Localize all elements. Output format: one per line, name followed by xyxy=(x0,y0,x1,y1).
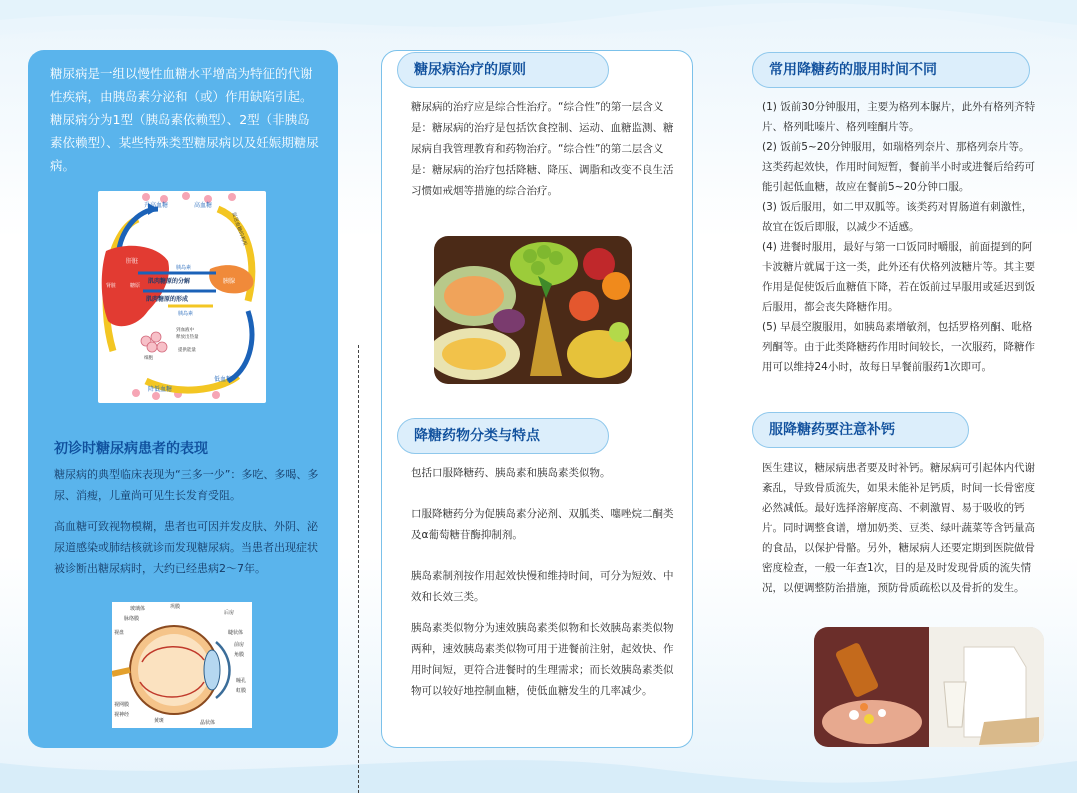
left-panel xyxy=(28,50,338,748)
fruit-photo xyxy=(434,236,632,384)
eye-label-vitreous: 玻璃体 xyxy=(130,606,146,612)
eye-label-choroid: 脉络膜 xyxy=(124,616,140,622)
label-promote: 促进血糖的利用 xyxy=(230,211,248,247)
label-reduce: 释放出热量 xyxy=(176,335,199,340)
eye-label-macula: 黄斑 xyxy=(154,718,165,724)
treatment-principles-text xyxy=(411,97,675,214)
medication-timing-heading: 常用降糖药的服用时间不同 xyxy=(752,52,1030,88)
medication-timing-list xyxy=(762,97,1040,377)
label-form: 肌肉糖原的形成 xyxy=(146,296,189,303)
label-glycogen: 糖原 xyxy=(130,283,141,289)
treatment-principles-heading: 糖尿病治疗的原则 xyxy=(397,52,609,88)
eye-label-ciliary: 睫状体 xyxy=(228,630,244,636)
timing-item-2: (2) 饭前5~20分钟服用，如瑞格列奈片、那格列奈片等。这类药起效快，作用时间短暂，餐前半小时或进餐后给药可能引起低血糖，故应在餐前5~20分钟口服。 xyxy=(762,141,1035,193)
timing-item-5: (5) 早晨空腹服用，如胰岛素增敏剂，包括罗格列酮、吡格列酮等。由于此类降糖药作用时间较长，一次服药，降糖作用可以维持24小时，故每日早餐前服药1次即可。 xyxy=(762,321,1035,373)
timing-item-1: (1) 饭前30分钟服用，主要为格列本脲片，此外有格列齐特片、格列吡嗪片、格列喹酮片等。 xyxy=(762,101,1036,133)
eye-label-retina: 视网膜 xyxy=(114,702,130,708)
drug-paragraph-1: 包括口服降糖药、胰岛素和胰岛素类似物。 xyxy=(411,467,611,479)
treatment-paragraph: 糖尿病的治疗应是综合性治疗。“综合性”的第一层含义是：糖尿病的治疗是包括饮食控制、运动、血糖监测、糖尿病自我管理教育和药物治疗。“综合性”的第二层含义是：糖尿病的治疗包括降糖、降压、调脂和改变不良生活习惯如戒烟等措施的综合治疗。 xyxy=(411,101,674,197)
label-cell: 细胞 xyxy=(144,356,153,361)
fold-line xyxy=(358,345,359,793)
label-liver: 肝脏 xyxy=(126,258,139,265)
calcium-paragraph: 医生建议，糖尿病患者要及时补钙。糖尿病可引起体内代谢紊乱，导致骨质流失，如果未能补足钙质，时间一长骨密度必然减低。最好选择溶解度高、不刺激胃、易于吸收的钙片。同时调整食谱，增加奶类、豆类、绿叶蔬菜等含钙量高的食品，以保护骨骼。另外，糖尿病人还要定期到医院做骨密度检查，一般一年查1次，目的是及时发现骨质的流失情况，以便调整防治措施，预防骨质疏松以及骨折的发生。 xyxy=(762,462,1035,594)
eye-label-cornea: 角膜 xyxy=(234,652,245,658)
eye-label-pupil: 瞳孔 xyxy=(236,678,247,684)
label-kidney: 肾脏 xyxy=(106,283,117,289)
label-low-sugar: 降低血糖 xyxy=(148,386,173,393)
drug-classification-text xyxy=(411,463,675,714)
eye-label-back: 后房 xyxy=(224,610,235,616)
label-insulin: 胰岛素 xyxy=(178,311,194,317)
calcium-heading: 服降糖药要注意补钙 xyxy=(752,412,969,448)
symptoms-paragraph-2: 高血糖可致视物模糊，患者也可因并发皮肤、外阴、泌尿道感染或肺结核就诊而发现糖尿病。当患者出现症状被诊断出糖尿病时，大约已经患病2～7年。 xyxy=(54,520,318,575)
drug-paragraph-4: 胰岛素类似物分为速效胰岛素类似物和长效胰岛素类似物两种，速效胰岛素类似物可用于进餐前注射，起效快、作用时间短，更符合进餐时的生理需求；而长效胰岛素类似物可以较好地控制血糖，使低血糖发生的几率减少。 xyxy=(411,622,674,697)
label-insulin-top: 胰岛素 xyxy=(176,265,192,271)
calcium-text xyxy=(762,458,1040,598)
symptoms-paragraph-1: 糖尿病的典型临床表现为“三多一少”：多吃、多喝、多尿、消瘦，儿童尚可见生长发育受阻。 xyxy=(54,468,319,502)
medicine-and-milk-photo xyxy=(814,627,1044,747)
timing-item-4: (4) 进餐时服用，最好与第一口饭同时嚼服，前面提到的阿卡波糖片就属于这一类，此外还有伏格列波糖片等。其主要作用是促使饭后血糖值下降，若在饭前过早服用或延迟到饭后服用，都会丧失降糖作用。 xyxy=(762,241,1035,313)
eye-label-hole: 前房 xyxy=(234,642,245,648)
eye-label-nerve: 视神经 xyxy=(114,712,130,718)
intro-text: 糖尿病是一组以慢性血糖水平增高为特征的代谢性疾病，由胰岛素分泌和（或）作用缺陷引起。糖尿病分为1型（胰岛素依赖型）、2型（非胰岛素依赖型）、某些特殊类型糖尿病以及妊娠期糖尿病。 xyxy=(50,66,319,173)
label-to-blood: 到血液中 xyxy=(176,328,194,333)
label-low-sugar-right: 低血糖 xyxy=(214,376,233,383)
drug-paragraph-2: 口服降糖药分为促胰岛素分泌剂、双胍类、噻唑烷二酮类及α葡萄糖苷酶抑制剂。 xyxy=(411,508,674,541)
label-high-sugar: 高血糖 xyxy=(194,202,213,209)
timing-item-3: (3) 饭后服用，如二甲双胍等。该类药对胃肠道有刺激性，故宜在饭后即服，以减少不适感。 xyxy=(762,201,1033,233)
label-decompose: 肌肉糖原的分解 xyxy=(148,278,191,285)
eye-label-sight: 视盘 xyxy=(114,630,125,636)
eye-label-sclera: 巩膜 xyxy=(170,604,181,610)
eye-label-iris: 虹膜 xyxy=(236,688,247,694)
drug-classification-heading: 降糖药物分类与特点 xyxy=(397,418,609,454)
glucose-metabolism-diagram xyxy=(98,191,266,403)
label-pancreas: 胰腺 xyxy=(223,278,236,285)
label-high-sugar-top: 升高血糖 xyxy=(144,202,169,209)
eye-label-lens: 晶状体 xyxy=(200,720,216,726)
symptoms-text xyxy=(54,464,326,589)
eye-anatomy-diagram xyxy=(112,602,252,728)
label-energy: 提供能量 xyxy=(178,348,196,353)
drug-paragraph-3: 胰岛素制剂按作用起效快慢和维持时间，可分为短效、中效和长效三类。 xyxy=(411,570,674,603)
symptoms-heading: 初诊时糖尿病患者的表现 xyxy=(54,441,208,457)
